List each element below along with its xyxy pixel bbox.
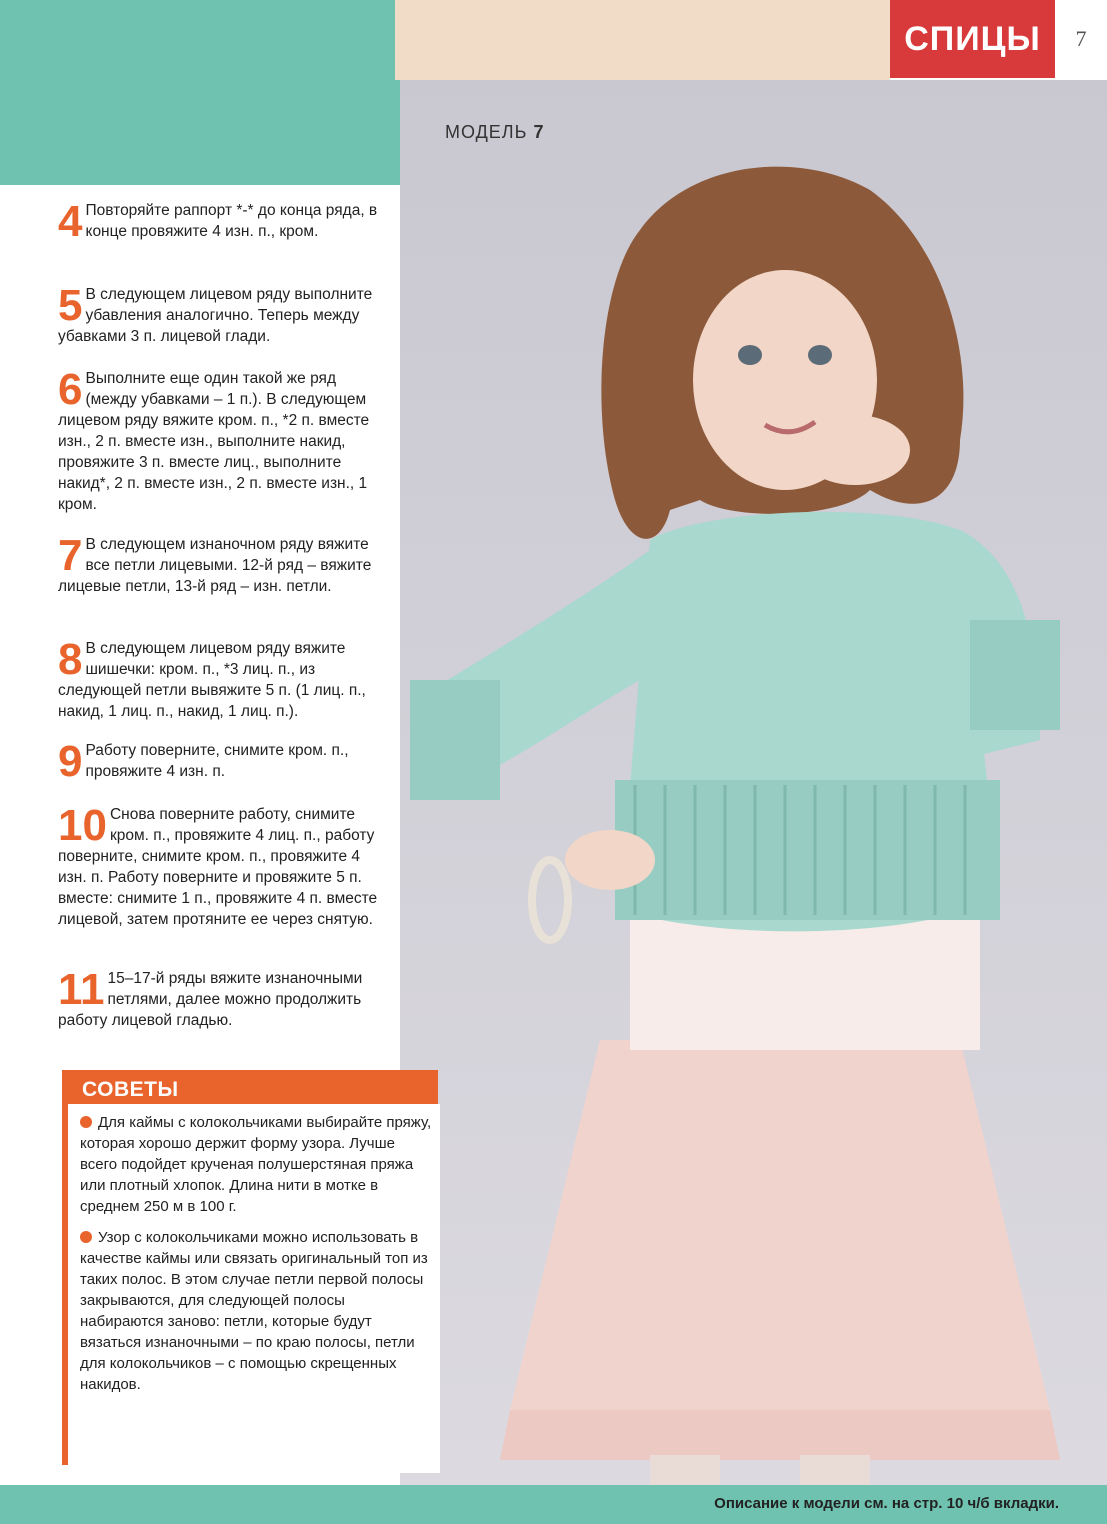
step-text: В следующем лицевом ряду выполните убавления аналогично. Теперь между убавками 3 п. лицевой глади. [58,286,373,345]
tips-title: СОВЕТЫ [82,1078,179,1101]
step-5 [58,281,378,347]
page-number: 7 [1055,0,1107,78]
step-number: 4 [58,197,83,246]
tip-text: Узор с колокольчиками можно использовать в качестве каймы или связать оригинальный топ из таких полос. В этом случае петли первой полосы закрываются, для следующей полосы набираются заново: петли, которые будут вязаться изнаночными – по краю полосы, петли для колокольчиков – с помощью скрещенных накидов. [80,1229,428,1393]
step-8 [58,635,378,722]
step-11 [58,965,378,1031]
step-number: 8 [58,635,83,684]
bullet-icon [80,1116,92,1128]
tip-item [80,1112,432,1217]
step-6 [58,365,378,515]
step-10 [58,801,378,930]
step-number: 10 [58,801,107,850]
model-photo [400,80,1107,1485]
model-number: 7 [533,122,545,142]
step-number: 9 [58,737,83,786]
step-text: Повторяйте раппорт *-* до конца ряда, в конце провяжите 4 изн. п., кром. [85,202,378,240]
step-text: В следующем изнаночном ряду вяжите все петли лицевыми. 12-й ряд – вяжите лицевые петли, 13-й ряд – изн. петли. [58,536,372,595]
tip-text: Для каймы с колокольчиками выбирайте пряжу, которая хорошо держит форму узора. Лучше всего подойдет крученая полушерстяная пряжа или плотный хлопок. Длина нити в мотке в среднем 250 м в 100 г. [80,1114,432,1215]
step-text: Работу поверните, снимите кром. п., провяжите 4 изн. п. [85,742,349,780]
tips-box [62,1070,438,1465]
tip-item [80,1227,432,1395]
step-text: 15–17-й ряды вяжите изнаночными петлями, далее можно продолжить работу лицевой гладью. [58,970,363,1029]
step-number: 5 [58,281,83,330]
step-7 [58,531,378,597]
girl-illustration [400,80,1107,1485]
step-text: В следующем лицевом ряду вяжите шишечки: кром. п., *3 лиц. п., из следующей петли вывяжите 5 п. (1 лиц. п., накид, 1 лиц. п., накид, 1 лиц. п.). [58,640,366,720]
model-label [445,122,544,143]
section-tab: СПИЦЫ [890,0,1055,78]
step-4 [58,197,378,246]
step-9 [58,737,378,786]
step-number: 6 [58,365,83,414]
tips-body [68,1104,440,1473]
footer-note: Описание к модели см. на стр. 10 ч/б вкладки. [714,1494,1059,1512]
model-word: МОДЕЛЬ [445,122,528,142]
step-text: Снова поверните работу, снимите кром. п., провяжите 4 лиц. п., работу поверните, снимите кром. п., провяжите 4 изн. п. Работу поверните и провяжите 5 п. вместе: снимите 1 п., провяжите 4 п. вместе лицевой, затем протяните ее через снятую. [58,806,378,928]
step-number: 7 [58,531,83,580]
teal-header-band [0,0,400,185]
bullet-icon [80,1231,92,1243]
step-text: Выполните еще один такой же ряд (между убавками – 1 п.). В следующем лицевом ряду вяжите кром. п., *2 п. вместе изн., 2 п. вместе изн., выполните накид, провяжите 3 п. вместе лиц., выполните накид*, 2 п. вместе изн., 2 п. вместе изн., 1 кром. [58,370,370,513]
step-number: 11 [58,965,105,1014]
header-strip [395,0,890,80]
